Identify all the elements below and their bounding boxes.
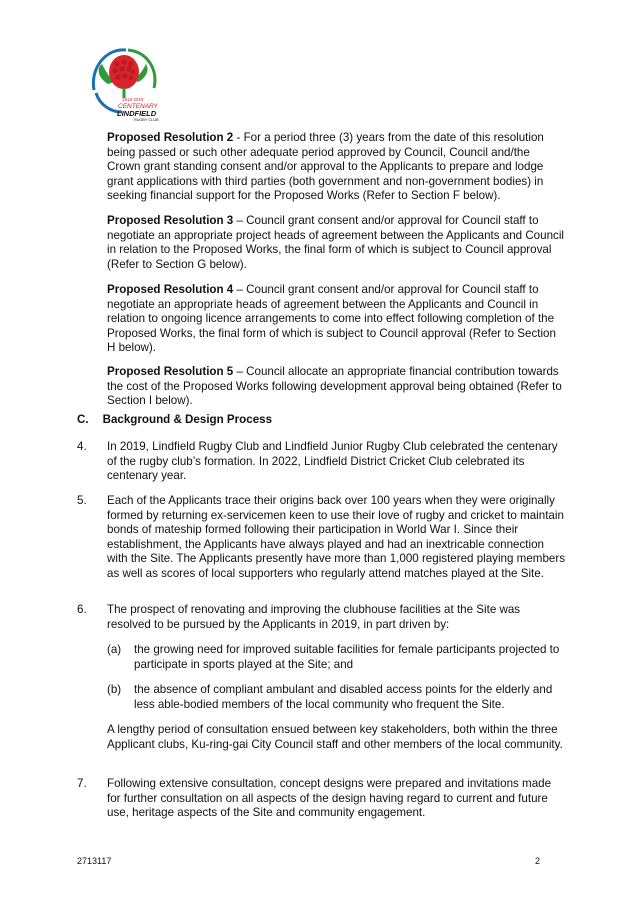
club-logo <box>84 38 164 128</box>
resolution-label: Proposed Resolution 4 <box>107 283 234 296</box>
footer-page-number: 2 <box>534 856 540 866</box>
resolution-separator: - <box>233 131 244 144</box>
section-title: Background & Design Process <box>102 413 273 426</box>
paragraph-7: Following extensive consultation, concept designs were prepared and invitations made for further consultation on all aspects of the design having regard to current and future use, heritage aspects of the Site and community engagement. <box>107 777 552 820</box>
footer-doc-number: 2713117 <box>77 856 112 866</box>
paragraph-number: 4. <box>77 440 87 453</box>
resolution-label: Proposed Resolution 5 <box>107 365 234 378</box>
resolution-label: Proposed Resolution 3 <box>107 214 234 227</box>
logo-lindfield: LINDFIELD <box>117 109 157 118</box>
logo-years: 1919-2019 <box>122 97 144 102</box>
paragraph-6: The prospect of renovating and improving the clubhouse facilities at the Site was resolved to be pursued by the Applicants in 2019, in part driven by: <box>107 603 521 631</box>
resolution-separator: – <box>233 365 247 378</box>
proposed-resolution-5 <box>107 365 565 409</box>
logo-rugby-club: RUGBY CLUB <box>134 118 159 122</box>
section-letter: C. <box>77 413 89 426</box>
paragraph-number: 5. <box>77 494 87 507</box>
resolution-text: Council allocate an appropriate financial contribution towards the cost of the Proposed Works following development approval being obtained (Refer to Section I below). <box>107 365 562 408</box>
subitem-label: (b) <box>107 683 122 696</box>
proposed-resolution-3 <box>107 214 565 272</box>
section-heading <box>77 413 272 428</box>
subitem-label: (a) <box>107 643 122 656</box>
resolution-separator: – <box>233 214 247 227</box>
resolution-text: For a period three (3) years from the date of this resolution being passed or such other adequate period approved by Council, Council and/the Crown grant standing consent and/or approval to the Applicants to prepare and lodge grant applications with third parties (both government and non-government bodies) in seeking financial support for the Proposed Works (Refer to Section F below). <box>107 131 544 203</box>
resolution-label: Proposed Resolution 2 <box>107 131 234 144</box>
logo-centenary: CENTENARY <box>118 103 158 110</box>
resolution-separator: – <box>233 283 247 296</box>
paragraph-6-followup: A lengthy period of consultation ensued between key stakeholders, both within the three Applicant clubs, Ku-ring-gai City Council staff and other members of the local community. <box>107 723 563 751</box>
paragraph-number: 6. <box>77 603 87 616</box>
proposed-resolution-4 <box>107 283 565 356</box>
paragraph-4: In 2019, Lindfield Rugby Club and Lindfield Junior Rugby Club celebrated the centenary of the rugby club’s formation. In 2022, Lindfield District Cricket Club celebrated its centenary year. <box>107 440 558 483</box>
resolution-text: Council grant consent and/or approval for Council staff to negotiate an appropriate project heads of agreement between the Applicants and Council in relation to the Proposed Works, the final form of which is subject to Council approval (Refer to Section G below). <box>107 214 564 271</box>
resolution-text: Council grant consent and/or approval for Council staff to negotiate an appropriate heads of agreement between the Applicants and Council in relation to ongoing licence arrangements to come into effect following completion of the Proposed Works, the final form of which is subject to Council approval (Refer to Section H below). <box>107 283 556 355</box>
subitem-a-text: the growing need for improved suitable facilities for female participants projected to participate in sports played at the Site; and <box>134 643 560 671</box>
paragraph-5: Each of the Applicants trace their origins back over 100 years when they were originally formed by returning ex-servicemen keen to use their love of rugby and cricket to maintain bonds of mateship formed following their participation in World War I. Since their establishment, the Applicants have always played and had an inextricable connection with the Site. The Applicants presently have more than 1,000 registered playing members as well as scores of local supporters who regularly attend matches played at the Site. <box>107 494 565 580</box>
subitem-b-text: the absence of compliant ambulant and disabled access points for the elderly and less able-bodied members of the local community who frequent the Site. <box>134 683 553 711</box>
proposed-resolution-2 <box>107 131 565 204</box>
paragraph-number: 7. <box>77 777 87 790</box>
